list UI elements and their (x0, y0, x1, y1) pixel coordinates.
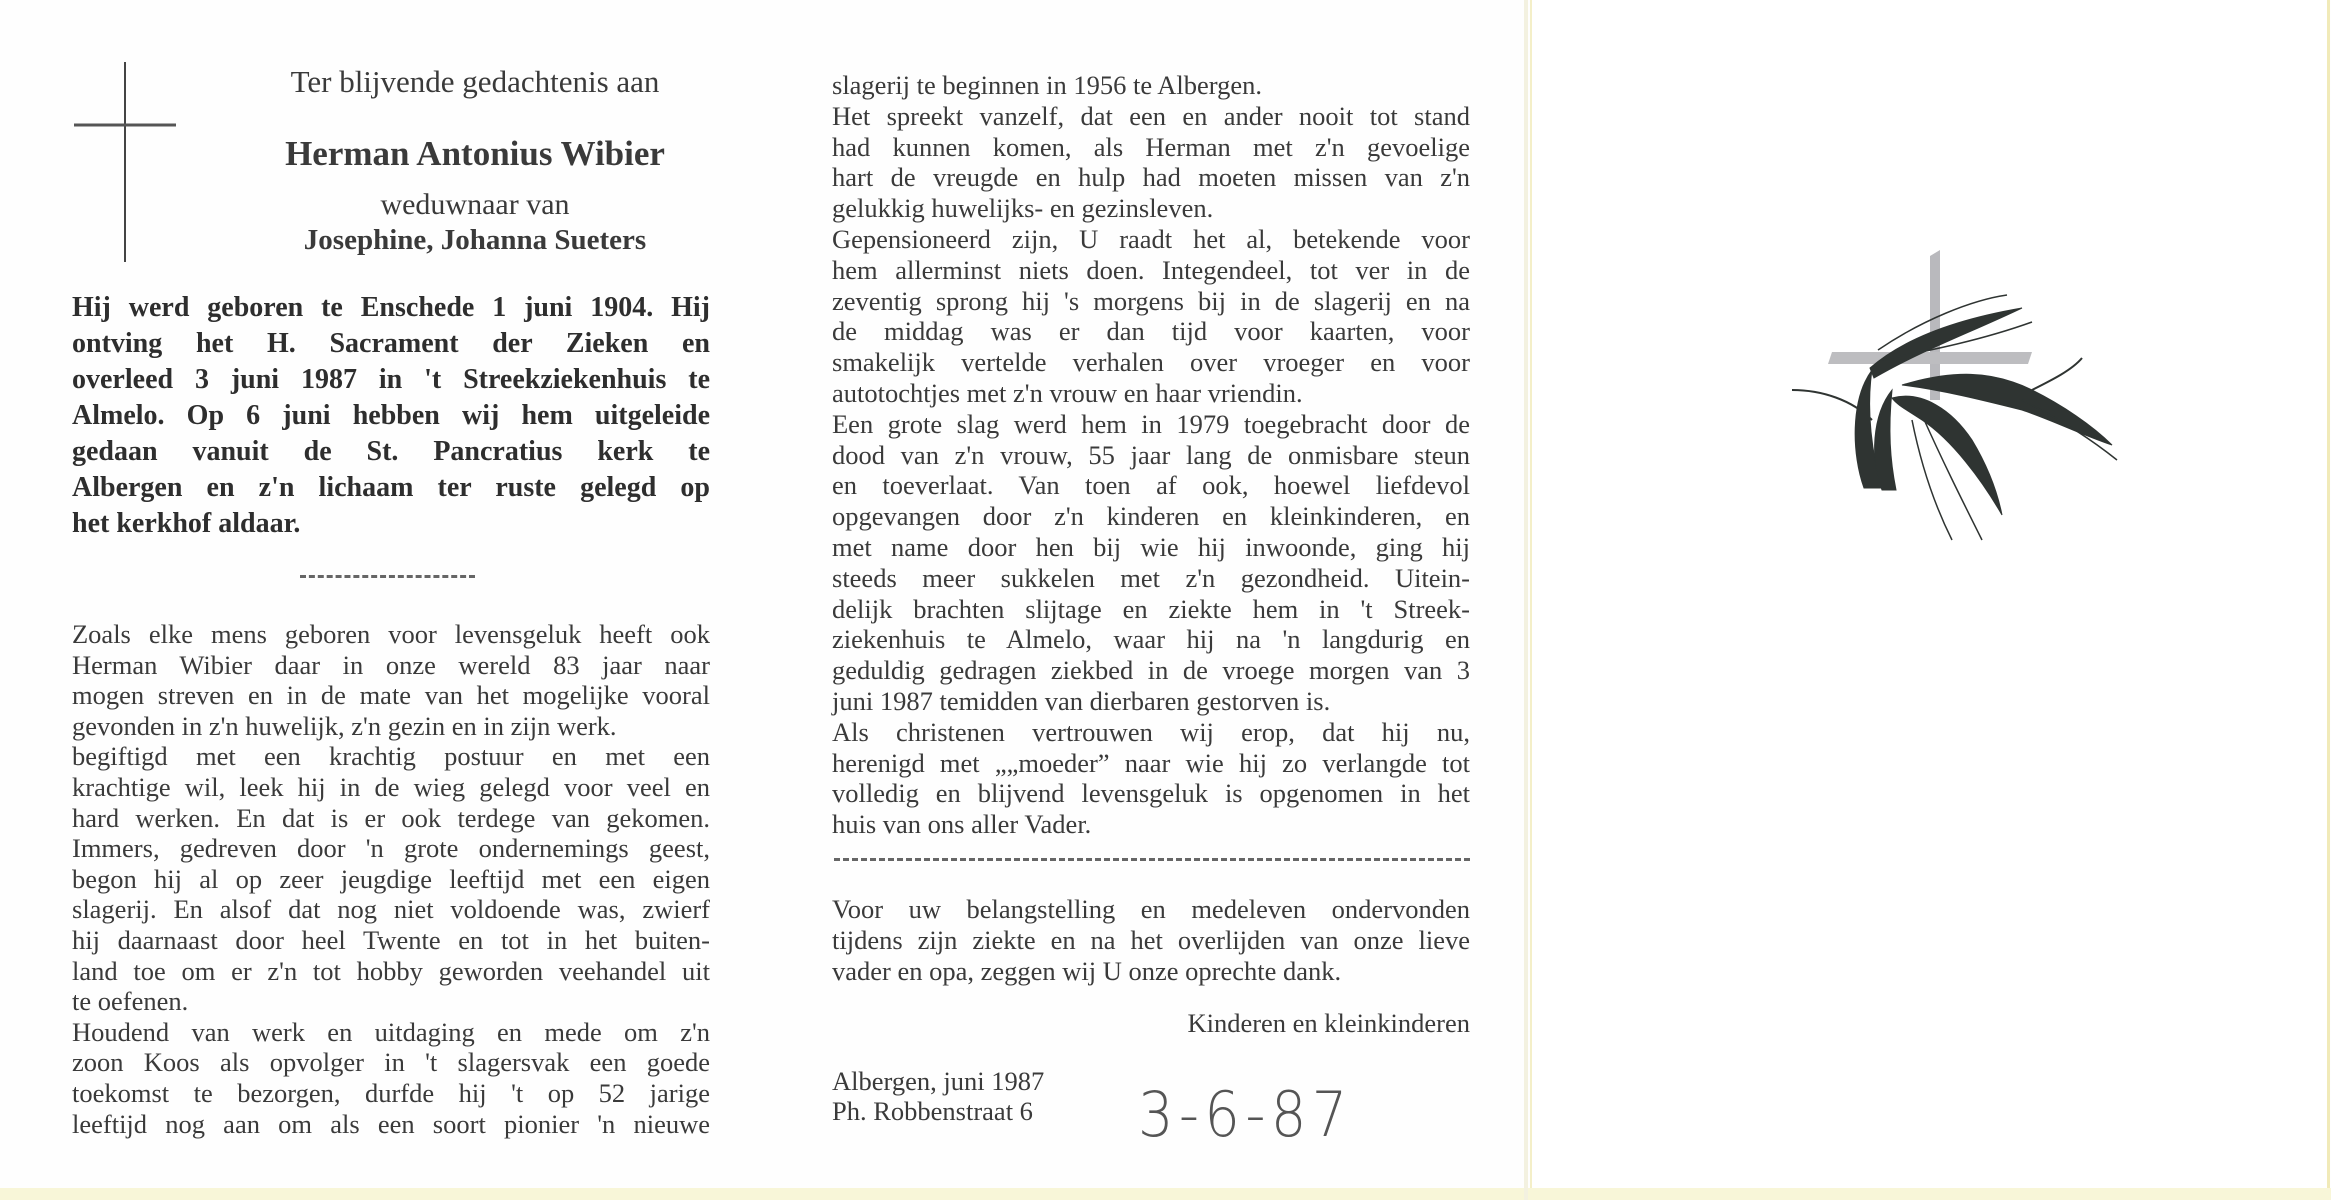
text-line: ontving het H. Sacrament der Zieken en (72, 328, 710, 359)
dashed-separator-long (834, 858, 1470, 861)
text-line: gelukkig huwelijks- en gezinsleven. (832, 193, 1214, 224)
text-line: hij daarnaast door heel Twente en tot in het buiten- (72, 924, 710, 955)
announcement-text (72, 290, 710, 542)
text-line: herenigd met „„moeder” naar wie hij zo verlangde tot (832, 747, 1470, 778)
text-line: delijk brachten slijtage en ziekte hem in 't Streek- (832, 593, 1470, 624)
text-line: krachtige wil, leek hij in de wieg gelegd voor veel en (72, 771, 710, 802)
relation-label: weduwnaar van (380, 188, 570, 221)
text-line: zeventig sprong hij 's morgens bij in de slagerij en na (832, 285, 1470, 316)
text-line: gevonden in z'n huwelijk, z'n gezin en in zijn werk. (72, 710, 617, 741)
text-line: juni 1987 temidden van dierbaren gestorven is. (832, 685, 1331, 716)
text-line: de middag was er dan tijd voor kaarten, voor (832, 316, 1470, 347)
thanks-text (832, 894, 1470, 986)
biography-left (72, 619, 710, 1139)
text-line: ziekenhuis te Almelo, waar hij na 'n langdurig en (832, 624, 1470, 655)
spouse-name: Josephine, Johanna Sueters (303, 224, 647, 256)
text-line: toekomst te bezorgen, durfde hij 't op 52 jarige (72, 1077, 710, 1108)
text-line: dood van z'n vrouw, 55 jaar lang de onmisbare steun (832, 439, 1470, 470)
text-line: Herman Wibier daar in onze wereld 83 jaar naar (72, 649, 710, 680)
text-line: land toe om er z'n tot hobby geworden veehandel uit (72, 955, 710, 986)
text-line: hart de vreugde en hulp had moeten missen van z'n (832, 162, 1470, 193)
text-line: mogen streven en in de mate van het mogelijke vooral (72, 680, 710, 711)
text-line: vader en opa, zeggen wij U onze oprechte dank. (832, 955, 1342, 986)
text-line: begon hij al op zeer jeugdige leeftijd met een eigen (72, 863, 710, 894)
text-line: slagerij te beginnen in 1956 te Albergen. (832, 70, 1263, 100)
text-line: Albergen en z'n lichaam ter ruste gelegd op (72, 472, 710, 503)
text-line: begiftigd met een krachtig postuur en met een (72, 741, 710, 772)
text-line: volledig en blijvend levensgeluk is opgenomen in het (832, 778, 1470, 809)
text-line: geduldig gedragen ziekbed in de vroege morgen van 3 (832, 655, 1470, 686)
text-line: hard werken. En dat is er ook terdege van gekomen. (72, 802, 710, 833)
text-line: overleed 3 juni 1987 in 't Streekziekenhuis te (72, 364, 710, 395)
text-line: Houdend van werk en uitdaging en mede om z'n (72, 1016, 710, 1047)
text-line: Als christenen vertrouwen wij erop, dat hij nu, (832, 716, 1470, 747)
text-line: Almelo. Op 6 juni hebben wij hem uitgeleide (72, 400, 710, 431)
text-line: Voor uw belangstelling en medeleven ondervonden (832, 894, 1470, 924)
text-line: steeds meer sukkelen met z'n gezondheid. Uitein- (832, 562, 1470, 593)
paper-edge-strip (0, 1188, 2331, 1200)
text-line: Het spreekt vanzelf, dat een en ander nooit tot stand (832, 100, 1470, 131)
text-line: te oefenen. (72, 986, 189, 1017)
cross-icon (70, 60, 180, 265)
text-line: Zoals elke mens geboren voor levensgeluk heeft ook (72, 619, 710, 649)
text-line: met name door hen bij wie hij inwoonde, ging hij (832, 531, 1470, 562)
biography-middle (832, 70, 1470, 840)
text-line: leeftijd nog aan om als een soort pionier 'n nieuwe (72, 1108, 710, 1139)
text-line: Een grote slag werd hem in 1979 toegebracht door de (832, 408, 1470, 439)
text-line: Hij werd geboren te Enschede 1 juni 1904. Hij (72, 292, 710, 323)
text-line: huis van ons aller Vader. (832, 809, 1092, 840)
place-block (832, 1066, 1044, 1126)
text-line: smakelijk vertelde verhalen over vroeger en voor (832, 347, 1470, 378)
text-line: had kunnen komen, als Herman met z'n gevoelige (832, 131, 1470, 162)
text-line: autotochtjes met z'n vrouw en haar vriendin. (832, 377, 1303, 408)
text-line: hem allerminst niets doen. Integendeel, tot ver in de (832, 254, 1470, 285)
text-line: Immers, gedreven door 'n grote ondernemings geest, (72, 833, 710, 864)
address: Ph. Robbenstraat 6 (832, 1096, 1033, 1126)
text-line: gedaan vanuit de St. Pancratius kerk te (72, 436, 710, 467)
card-front (1530, 0, 2330, 1188)
text-line: slagerij. En alsof dat nog niet voldoende was, zwierf (72, 894, 710, 925)
text-line: opgevangen door z'n kinderen en kleinkinderen, en (832, 501, 1470, 532)
text-line: en toeverlaat. Van toen af ook, hoewel liefdevol (832, 470, 1470, 501)
text-line: zoon Koos als opvolger in 't slagersvak een goede (72, 1047, 710, 1078)
dashed-separator (300, 575, 475, 578)
cross-with-wheat-icon (1792, 240, 2172, 600)
text-line: het kerkhof aldaar. (72, 508, 301, 539)
card-fold (1524, 0, 1528, 1200)
text-line: tijdens zijn ziekte en na het overlijden van onze lieve (832, 924, 1470, 955)
deceased-name: Herman Antonius Wibier (285, 134, 665, 173)
place-date: Albergen, juni 1987 (832, 1066, 1045, 1096)
handwritten-date: 3-6-87 (1138, 1078, 1353, 1151)
signoff: Kinderen en kleinkinderen (1187, 1008, 1470, 1038)
text-line: Gepensioneerd zijn, U raadt het al, betekende voor (832, 223, 1470, 254)
memorial-intro: Ter blijvende gedachtenis aan (290, 64, 660, 99)
